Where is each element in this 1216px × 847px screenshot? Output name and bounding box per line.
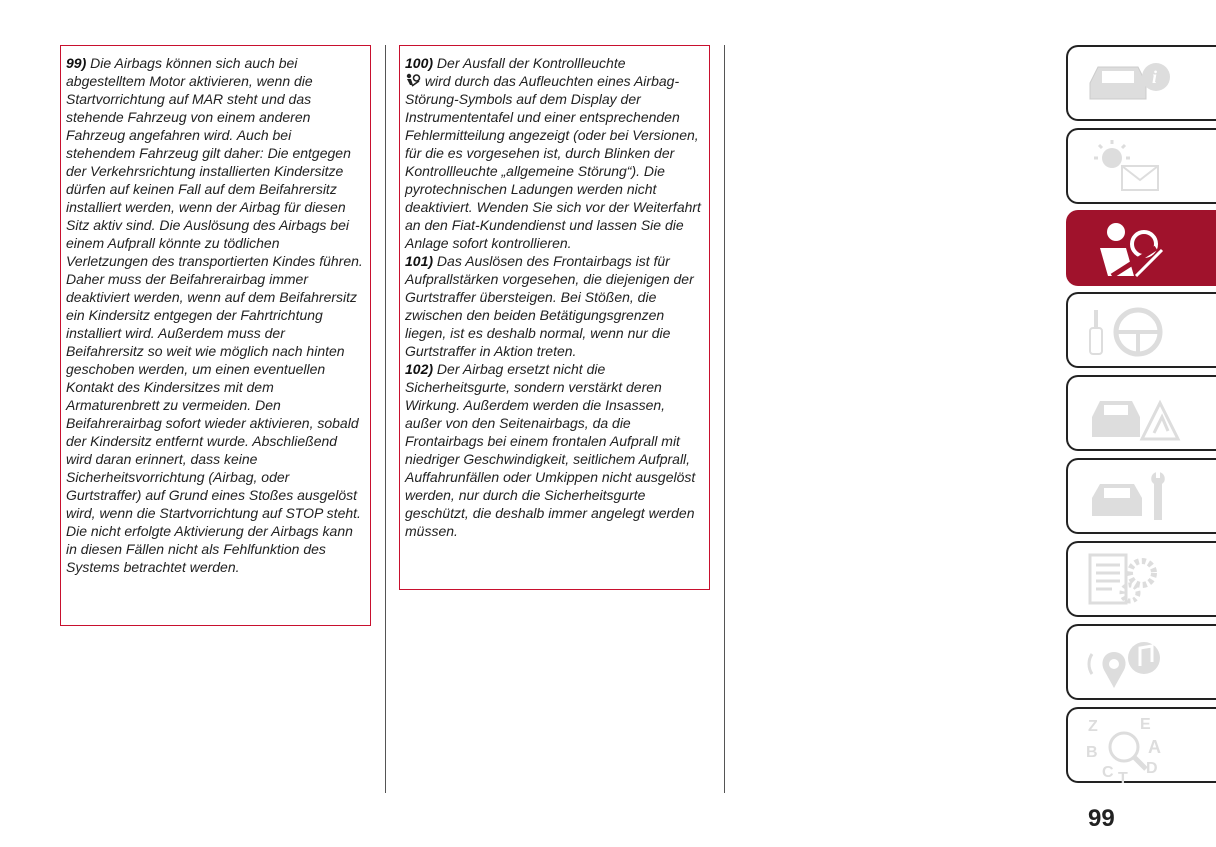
tab-safety[interactable] xyxy=(1066,210,1216,286)
index-letter-d: D xyxy=(1146,760,1158,777)
note-101-number: 101) xyxy=(405,253,434,269)
note-102-paragraph xyxy=(405,360,703,540)
index-letter-a: A xyxy=(1148,737,1161,757)
note-99-paragraph xyxy=(66,54,364,576)
index-letter-e: E xyxy=(1140,716,1151,733)
car-maintenance-wrench-icon xyxy=(1082,466,1192,528)
airbag-warning-symbol-icon xyxy=(405,73,421,87)
note-100-number: 100) xyxy=(405,55,434,71)
warning-lights-message-icon xyxy=(1082,136,1192,198)
index-letter-t: T xyxy=(1118,770,1128,787)
technical-data-gears-icon xyxy=(1082,549,1192,611)
note-101-text: Das Auslösen des Frontairbags ist für Aufprallstärken vorgesehen, die diejenigen der Gurtstraffer übersteigen. Bei Stößen, die zwischen den beiden Betätigungsgrenzen liegen, ist es deshalb normal, wenn nur die Gurtstraffer in Aktion treten. xyxy=(405,253,694,359)
note-100-text-b: wird durch das Aufleuchten eines Airbag-Störung-Symbols auf dem Display der Instrumententafel und einer entsprechenden Fehlermitteilung angezeigt (oder bei Versionen, für die es vorgesehen ist, durch Blinken der Kontrollleuchte „allgemeine Störung“). Die pyrotechnischen Ladungen werden nicht deaktiviert. Wenden Sie sich vor der Weiterfahrt an den Fiat-Kundendienst und lassen Sie die Anlage sofort kontrollieren. xyxy=(405,73,701,251)
airbag-seatbelt-icon xyxy=(1082,218,1192,280)
note-100-text-a: Der Ausfall der Kontrollleuchte xyxy=(433,55,626,71)
note-99-box xyxy=(60,45,371,626)
tab-maintenance[interactable] xyxy=(1066,458,1216,534)
column-divider-left xyxy=(385,45,386,793)
note-99-number: 99) xyxy=(66,55,87,71)
tab-vehicle-knowledge[interactable] xyxy=(1066,45,1216,121)
tab-technical-data[interactable] xyxy=(1066,541,1216,617)
svg-text:i: i xyxy=(1152,67,1158,87)
index-letter-z: Z xyxy=(1088,718,1098,735)
tab-starting-driving[interactable] xyxy=(1066,292,1216,368)
tab-multimedia[interactable] xyxy=(1066,624,1216,700)
multimedia-navigation-icon xyxy=(1082,632,1192,694)
note-101-paragraph xyxy=(405,252,703,360)
car-breakdown-warning-icon xyxy=(1082,383,1192,445)
note-100-paragraph xyxy=(405,54,703,252)
index-letter-c: C xyxy=(1102,764,1114,781)
note-102-number: 102) xyxy=(405,361,434,377)
tab-index[interactable] xyxy=(1066,707,1216,787)
index-letter-b: B xyxy=(1086,744,1098,761)
key-steering-wheel-icon xyxy=(1082,300,1192,362)
notes-100-102-box xyxy=(399,45,710,590)
alphabetical-index-icon xyxy=(1082,715,1192,787)
note-102-text: Der Airbag ersetzt nicht die Sicherheitsgurte, sondern verstärkt deren Wirkung. Außerdem werden die Insassen, außer von den Seitenairbags, da die Frontairbags bei einem frontalen Aufprall mit niedriger Geschwindigkeit, seitlichem Aufprall, Auffahrunfällen oder Umkippen nicht ausgelöst werden, nur durch die Sicherheitsgurte geschützt, die deshalb immer angelegt werden müssen. xyxy=(405,361,696,539)
car-info-icon xyxy=(1082,53,1192,115)
note-99-text: Die Airbags können sich auch bei abgestelltem Motor aktivieren, wenn die Startvorrichtung auf MAR steht und das stehende Fahrzeug von einem anderen Fahrzeug angefahren wird. Auch bei stehendem Fahrzeug gilt daher: Die entgegen der Verkehrsrichtung installierten Kindersitze dürfen auf keinen Fall auf dem Beifahrersitz installiert werden, wenn der Airbag für diesen Sitz aktiv sind. Die Auslösung des Airbags bei einem Aufprall könnte zu tödlichen Verletzungen des transportierten Kindes führen. Daher muss der Beifahrerairbag immer deaktiviert werden, wenn auf dem Beifahrersitz ein Kindersitz entgegen der Fahrtrichtung installiert wird. Außerdem muss der Beifahrersitz so weit wie möglich nach hinten geschoben werden, um einen eventuellen Kontakt des Kindersitzes mit dem Armaturenbrett zu vermeiden. Den Beifahrerairbag sofort wieder aktivieren, sobald der Kindersitz entfernt wurde. Abschließend wird daran erinnert, dass keine Sicherheitsvorrichtung (Airbag, oder Gurtstraffer) auf Grund eines Stoßes ausgelöst wird, wenn die Startvorrichtung auf STOP steht. Die nicht erfolgte Aktivierung der Airbags kann in diesen Fällen nicht als Fehlfunktion des Systems betrachtet werden. xyxy=(66,55,363,575)
tab-warning-lights[interactable] xyxy=(1066,128,1216,204)
page-number: 99 xyxy=(1088,805,1115,832)
tab-emergency[interactable] xyxy=(1066,375,1216,451)
column-divider-right xyxy=(724,45,725,793)
